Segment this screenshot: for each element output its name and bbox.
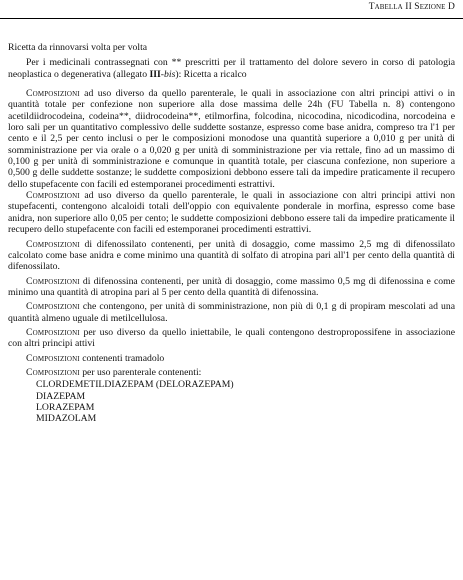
composition-paragraph-1 xyxy=(8,88,455,190)
composition-text: ad uso diverso da quello parenterale, le quali in associazione con altri principi attivi non stupefacenti, contengono alcaloidi totali dell'oppio con equivalente ponderale in morfina, espresso come base anidra, non superiore allo 0,05 per cento; le suddette composizioni debbono essere tali da impedire praticamente il recupero dello stupefacente con facili ed estemporanei procedimenti estrattivi. xyxy=(8,190,455,236)
intro-italic: bis xyxy=(164,68,176,80)
composition-keyword: Composizioni xyxy=(26,352,80,364)
composition-text: contenenti tramadolo xyxy=(79,352,165,364)
composition-keyword: Composizioni xyxy=(26,326,80,338)
composition-paragraph-8 xyxy=(8,367,455,378)
composition-paragraph-6 xyxy=(8,327,455,350)
composition-text: per uso diverso da quello iniettabile, le quali contengono destropropossifene in associazione con altri principi attivi xyxy=(8,326,455,350)
composition-text: che contengono, per unità di somministrazione, non più di 0,1 g di propiram mescolati ad una quantità almeno uguale di metilcellulosa. xyxy=(8,301,455,324)
composition-keyword: Composizioni xyxy=(26,190,80,202)
intro-paragraph xyxy=(8,57,455,80)
composition-paragraph-5 xyxy=(8,301,455,324)
composition-text: di difenossilato contenenti, per unità di dosaggio, come massimo 2,5 mg di difenossilato calcolato come base anidra e come minimo una quantità di solfato di atropina pari all'1 per cento della quantità di difenossilato. xyxy=(8,238,455,273)
composition-paragraph-3 xyxy=(8,239,455,273)
composition-paragraph-4 xyxy=(8,276,455,299)
page-header: Tabella II Sezione D xyxy=(368,2,455,12)
composition-text: di difenossina contenenti, per unità di dosaggio, come massimo 0,5 mg di difenossina e come minimo una quantità di atropina pari al 5 per cento della quantità di difenossina. xyxy=(8,275,455,298)
composition-keyword: Composizioni xyxy=(26,238,80,250)
document-body xyxy=(8,42,455,425)
list-item: DIAZEPAM xyxy=(36,390,86,402)
intro-bold: III xyxy=(149,68,161,80)
list-item: LORAZEPAM xyxy=(36,401,95,413)
composition-text: ad uso diverso da quello parenterale, le quali in associazione con altri principi attivi o in quantità totale per confezione non superiore alla dose massima delle 24h (FU Tabella n. 8) contengono acetildiidrocodeina, codeina**, diidrocodeina**, etilmorfina, folcodina, nicocodina, nicodicodina, norcodeina e loro sali per un quantitativo complessivo delle suddette sostanze, espresso come base anidra, compreso tra l'1 per cento e il 2,5 per cento inclusi o per le composizioni monodose una quantità superiore a 0,010 g per unità di somministrazione per via orale o a 0,020 g per unità di somministrazione per via rettale, fino ad un massimo di 0,100 g per unità di somministrazione e comunque in quantità totale, per ciascuna confezione, non superiore a 0,500 g delle suddette sostanze; le suddette composizioni debbono essere tali da impedire praticamente il recupero dello stupefacente con facili ed estemporanei procedimenti estrattivi. xyxy=(8,88,455,190)
list-item: CLORDEMETILDIAZEPAM (DELORAZEPAM) xyxy=(36,379,234,391)
intro-text-end: ): Ricetta a ricalco xyxy=(175,68,247,80)
composition-paragraph-7 xyxy=(8,353,455,364)
composition-keyword: Composizioni xyxy=(26,88,80,100)
substance-list xyxy=(8,379,455,424)
prescription-note: Ricetta da rinnovarsi volta per volta xyxy=(8,42,148,53)
intro-text: Per i medicinali contrassegnati con ** prescritti per il trattamento del dolore severo in corso di patologia neoplastica o degenerativa (allegato xyxy=(8,57,455,80)
composition-keyword: Composizioni xyxy=(26,366,80,378)
list-item: MIDAZOLAM xyxy=(36,413,97,425)
composition-keyword: Composizioni xyxy=(26,275,80,287)
composition-paragraph-2 xyxy=(8,190,455,235)
composition-text: per uso parenterale contenenti: xyxy=(79,366,202,378)
header-rule xyxy=(0,18,463,19)
composition-keyword: Composizioni xyxy=(26,301,80,313)
intro-dash: - xyxy=(160,68,165,80)
